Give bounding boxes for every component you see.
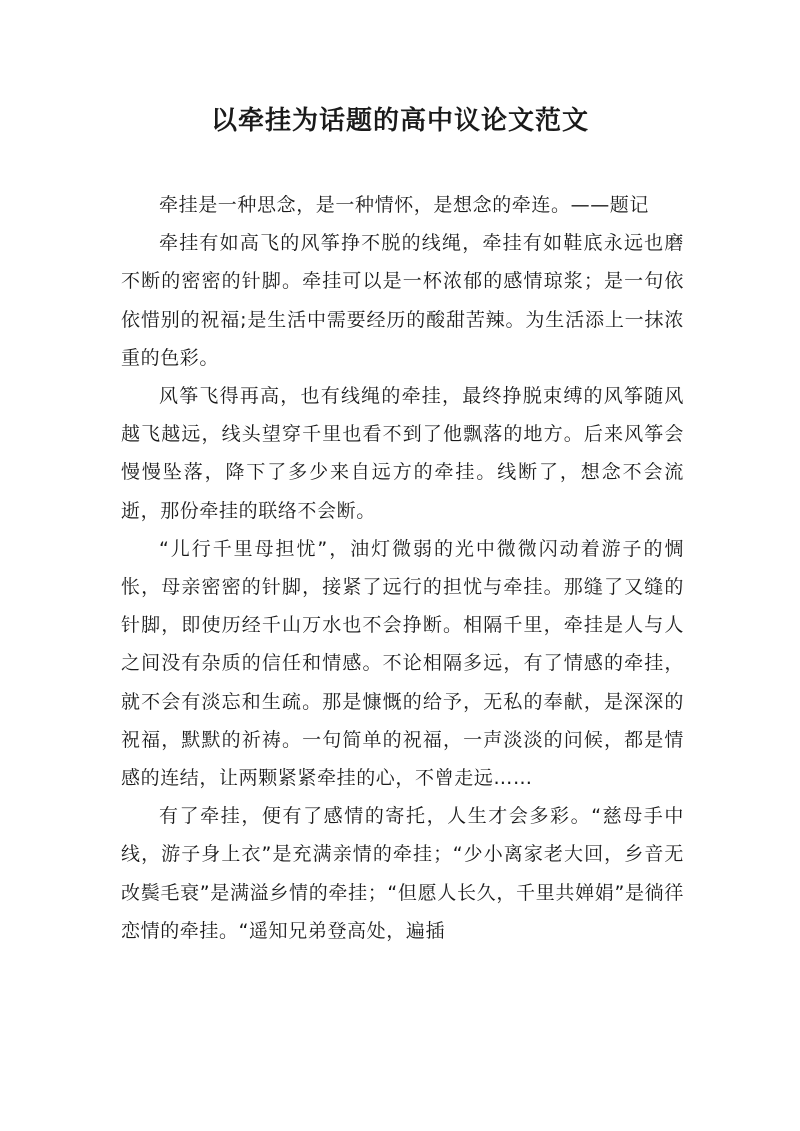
paragraph: “儿行千里母担忧”，油灯微弱的光中微微闪动着游子的惆怅，母亲密密的针脚，接紧了远行的担忧与牵挂。那缝了又缝的针脚，即使历经千山万水也不会挣断。相隔千里，牵挂是人与人之间没有杂质的信任和情感。不论相隔多远，有了情感的牵挂，就不会有淡忘和生疏。那是慷慨的给予，无私的奉献，是深深的祝福，默默的祈祷。一句简单的祝福，一声淡淡的问候，都是情感的连结，让两颗紧紧牵挂的心，不曾走远…… <box>121 537 684 790</box>
document-body <box>121 186 684 950</box>
paragraph: 牵挂有如高飞的风筝挣不脱的线绳，牵挂有如鞋底永远也磨不断的密密的针脚。牵挂可以是一杯浓郁的感情琼浆；是一句依依惜别的祝福;是生活中需要经历的酸甜苦辣。为生活添上一抹浓重的色彩。 <box>121 232 684 369</box>
paragraph-epigraph: 牵挂是一种思念，是一种情怀，是想念的牵连。——题记 <box>159 194 650 216</box>
paragraph: 有了牵挂，便有了感情的寄托，人生才会多彩。“慈母手中线，游子身上衣”是充满亲情的牵挂；“少小离家老大回，乡音无改鬓毛衰”是满溢乡情的牵挂；“但愿人长久，千里共婵娟”是徜徉恋情的牵挂。“遥知兄弟登高处，遍插 <box>121 805 684 942</box>
document-title: 以牵挂为话题的高中议论文范文 <box>210 106 589 136</box>
paragraph: 风筝飞得再高，也有线绳的牵挂，最终挣脱束缚的风筝随风越飞越远，线头望穿千里也看不到了他飘落的地方。后来风筝会慢慢坠落，降下了多少来自远方的牵挂。线断了，想念不会流逝，那份牵挂的联络不会断。 <box>121 385 684 522</box>
